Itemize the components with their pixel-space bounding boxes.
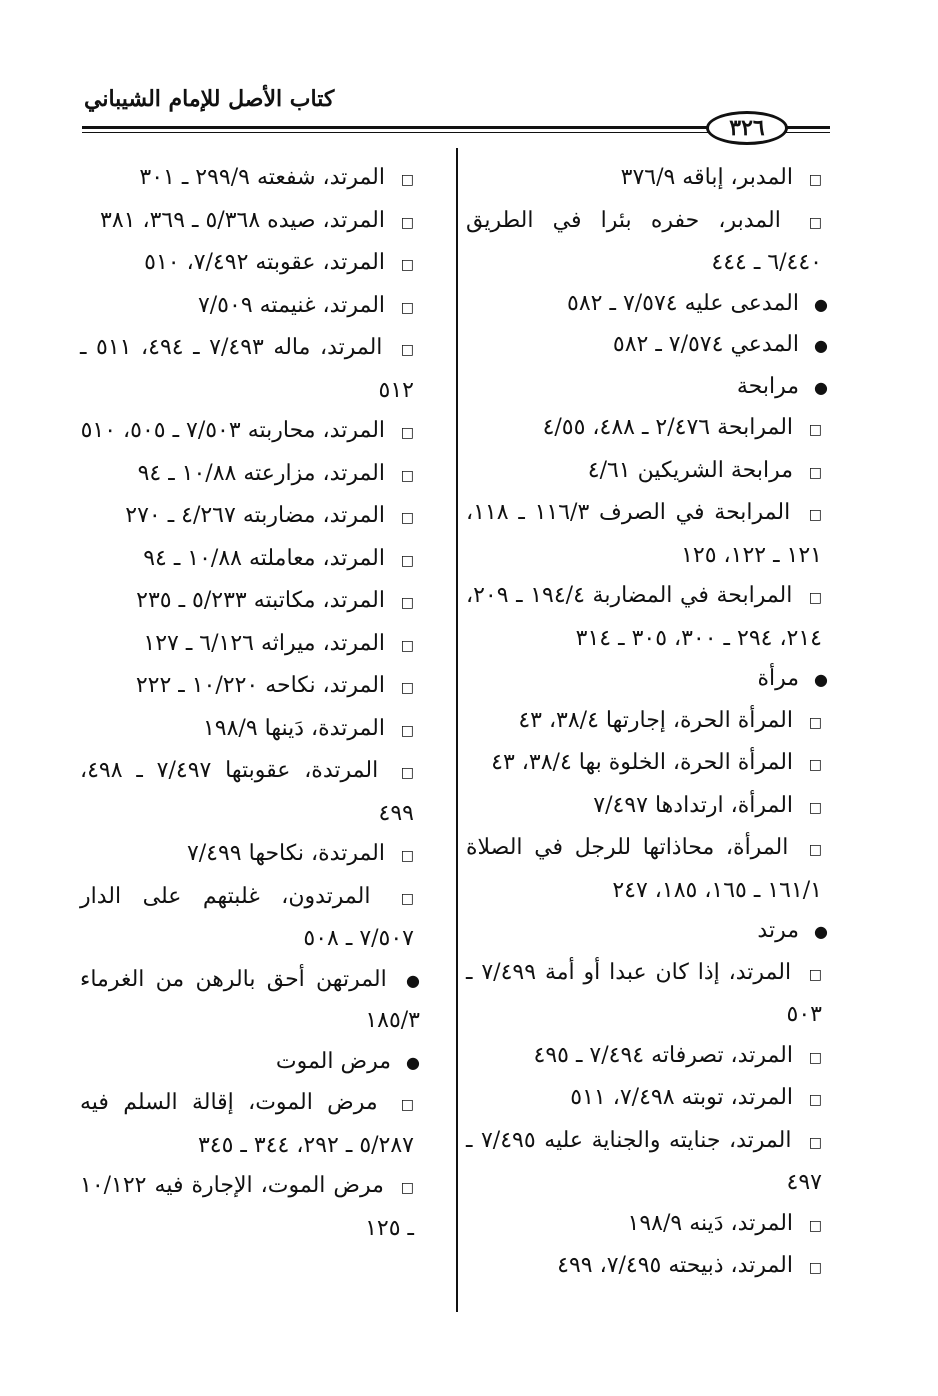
index-entry xyxy=(80,624,420,667)
bullet-square-icon: □ xyxy=(400,722,414,739)
index-entry xyxy=(80,834,420,877)
index-entry xyxy=(80,496,420,539)
index-entry xyxy=(80,539,420,582)
bullet-dot-icon: ● xyxy=(814,336,828,355)
index-entry xyxy=(80,751,420,834)
index-entry xyxy=(80,158,420,201)
bullet-square-icon: □ xyxy=(808,842,822,858)
bullet-square-icon: □ xyxy=(400,467,414,484)
index-entry xyxy=(80,201,420,244)
entry-text: المدعى عليه ٧/٥٧٤ ـ ٥٨٢ xyxy=(567,290,806,316)
entry-text: المرتد، تصرفاته ٧/٤٩٤ ـ ٤٩٥ xyxy=(533,1042,800,1068)
entry-text: المرتد، جنايته والجناية عليه ٧/٤٩٥ ـ ٤٩٧ xyxy=(466,1127,822,1195)
bullet-square-icon: □ xyxy=(808,464,822,481)
entry-text: المرتدون، غلبتهم على الدار ٧/٥٠٧ ـ ٥٠٨ xyxy=(80,883,414,951)
entry-text: المرابحة في الصرف ١١٦/٣ ـ ١١٨، ١٢١ ـ ١٢٢، ١٢٥ xyxy=(466,500,822,568)
index-entry xyxy=(80,411,420,454)
entry-text: مرتد xyxy=(757,918,806,943)
index-heading xyxy=(80,960,420,1042)
index-heading xyxy=(80,1042,420,1084)
index-entry xyxy=(466,576,828,659)
index-entry xyxy=(466,1121,828,1204)
bullet-square-icon: □ xyxy=(808,1134,822,1151)
bullet-square-icon: □ xyxy=(400,1097,414,1113)
index-entry xyxy=(80,877,420,960)
bullet-dot-icon: ● xyxy=(814,377,828,397)
entry-text: المرأة، ارتدادها ٧/٤٩٧ xyxy=(593,792,800,818)
index-entry xyxy=(80,1166,420,1249)
index-entry xyxy=(466,1204,828,1247)
index-column-right xyxy=(466,158,828,1289)
index-entry xyxy=(466,743,828,786)
index-entry xyxy=(466,953,828,1036)
index-entry xyxy=(80,666,420,709)
entry-text: المرتد، ماله ٧/٤٩٣ ـ ٤٩٤، ٥١١ ـ ٥١٢ xyxy=(80,335,414,403)
entry-text: المرتد، مكاتبته ٥/٢٣٣ ـ ٢٣٥ xyxy=(136,588,392,613)
entry-text: المرتد، معاملته ١٠/٨٨ ـ ٩٤ xyxy=(143,545,392,571)
index-entry xyxy=(80,286,420,329)
page-number-badge xyxy=(706,111,788,145)
bullet-square-icon: □ xyxy=(400,342,414,358)
index-entry xyxy=(80,1083,420,1166)
bullet-square-icon: □ xyxy=(808,714,822,731)
index-entry xyxy=(80,709,420,752)
entry-text: المدعي ٧/٥٧٤ ـ ٥٨٢ xyxy=(612,332,806,357)
bullet-square-icon: □ xyxy=(808,507,822,523)
entry-text: المرتدة، نكاحها ٧/٤٩٩ xyxy=(186,841,392,866)
bullet-square-icon: □ xyxy=(400,425,414,441)
bullet-square-icon: □ xyxy=(400,552,414,569)
bullet-square-icon: □ xyxy=(808,1049,822,1066)
index-entry xyxy=(80,581,420,624)
index-heading xyxy=(466,325,828,367)
bullet-square-icon: □ xyxy=(808,1260,822,1276)
entry-text: المرتد، محاربته ٧/٥٠٣ ـ ٥٠٥، ٥١٠ xyxy=(80,418,392,443)
bullet-square-icon: □ xyxy=(808,172,822,188)
bullet-square-icon: □ xyxy=(400,890,414,907)
bullet-square-icon: □ xyxy=(808,1217,822,1234)
entry-text: المرتد، ميراثه ٦/١٢٦ ـ ١٢٧ xyxy=(143,630,392,656)
index-entry xyxy=(466,493,828,576)
bullet-square-icon: □ xyxy=(400,510,414,526)
index-entry xyxy=(466,701,828,744)
index-entry xyxy=(80,328,420,411)
bullet-square-icon: □ xyxy=(808,799,822,816)
index-entry xyxy=(80,454,420,497)
index-entry xyxy=(466,786,828,829)
entry-text: المرتد، مضاربته ٤/٢٦٧ ـ ٢٧٠ xyxy=(125,503,392,528)
entry-text: المرتد، دَينه ١٩٨/٩ xyxy=(627,1210,800,1236)
bullet-square-icon: □ xyxy=(808,757,822,773)
bullet-square-icon: □ xyxy=(400,1180,414,1196)
index-heading xyxy=(466,284,828,326)
index-entry xyxy=(466,1078,828,1121)
entry-text: المرتد، إذا كان عبدا أو أمة ٧/٤٩٩ ـ ٥٠٣ xyxy=(466,959,822,1027)
index-entry xyxy=(466,158,828,201)
entry-text: المرتد، مزارعته ١٠/٨٨ ـ ٩٤ xyxy=(137,460,392,486)
index-heading xyxy=(466,911,828,953)
bullet-square-icon: □ xyxy=(808,1092,822,1108)
bullet-square-icon: □ xyxy=(808,966,822,983)
entry-text: المرتدة، عقوبتها ٧/٤٩٧ ـ ٤٩٨، ٤٩٩ xyxy=(80,758,414,826)
entry-text: المرأة الحرة، الخلوة بها ٣٨/٤، ٤٣ xyxy=(491,750,800,775)
index-entry xyxy=(80,243,420,286)
entry-text: المرتد، صيده ٥/٣٦٨ ـ ٣٦٩، ٣٨١ xyxy=(100,207,392,233)
entry-text: مرض الموت، الإجارة فيه ١٠/١٢٢ ـ ١٢٥ xyxy=(80,1173,414,1241)
entry-text: مرأة xyxy=(757,666,806,691)
entry-text: مرض الموت xyxy=(275,1048,398,1074)
entry-text: المرتد، عقوبته ٧/٤٩٢، ٥١٠ xyxy=(144,250,392,275)
entry-text: المرتدة، دَينها ١٩٨/٩ xyxy=(202,715,392,741)
entry-text: المرأة الحرة، إجارتها ٣٨/٤، ٤٣ xyxy=(518,707,800,733)
bullet-dot-icon: ● xyxy=(406,970,420,990)
bullet-square-icon: □ xyxy=(808,590,822,606)
entry-text: المرتد، غنيمته ٧/٥٠٩ xyxy=(197,292,392,318)
entry-text: المرتد، توبته ٧/٤٩٨، ٥١١ xyxy=(570,1085,800,1110)
entry-text: المدبر، إباقه ٣٧٦/٩ xyxy=(620,165,800,190)
entry-text: المرأة، محاذاتها للرجل في الصلاة ١٦١/١ ـ ١٦٥، ١٨٥، ٢٤٧ xyxy=(466,835,822,903)
entry-text: المرتد، شفعته ٢٩٩/٩ ـ ٣٠١ xyxy=(139,165,392,190)
index-entry xyxy=(466,408,828,451)
entry-text: المرابحة ٢/٤٧٦ ـ ٤٨٨، ٤/٥٥ xyxy=(542,415,800,440)
bullet-dot-icon: ● xyxy=(814,922,828,941)
bullet-square-icon: □ xyxy=(400,299,414,316)
bullet-square-icon: □ xyxy=(808,214,822,231)
index-heading xyxy=(466,659,828,701)
index-column-left xyxy=(80,158,420,1249)
entry-text: مرابحة الشريكين ٤/٦١ xyxy=(587,457,800,483)
bullet-square-icon: □ xyxy=(400,637,414,654)
entry-text: المرتد، نكاحه ١٠/٢٢٠ ـ ٢٢٢ xyxy=(135,673,392,698)
page-number: ٣٢٦ xyxy=(729,115,765,141)
index-entry xyxy=(466,828,828,911)
bullet-square-icon: □ xyxy=(400,765,414,781)
entry-text: مرض الموت، إقالة السلم فيه ٥/٢٨٧ ـ ٢٩٢، ٣٤٤ ـ ٣٤٥ xyxy=(80,1090,414,1158)
bullet-square-icon: □ xyxy=(400,848,414,864)
index-entry xyxy=(466,201,828,284)
column-divider xyxy=(456,148,458,1312)
bullet-square-icon: □ xyxy=(400,172,414,188)
bullet-square-icon: □ xyxy=(400,680,414,696)
entry-text: المرتد، ذبيحته ٧/٤٩٥، ٤٩٩ xyxy=(557,1253,800,1278)
bullet-dot-icon: ● xyxy=(814,670,828,689)
entry-text: المرتهن أحق بالرهن من الغرماء ١٨٥/٣ xyxy=(80,966,420,1033)
index-entry xyxy=(466,1246,828,1289)
index-entry xyxy=(466,451,828,494)
bullet-dot-icon: ● xyxy=(814,294,828,314)
entry-text: مرابحة xyxy=(736,373,806,399)
index-heading xyxy=(466,367,828,409)
book-title: كتاب الأصل للإمام الشيباني xyxy=(84,86,335,112)
bullet-square-icon: □ xyxy=(400,257,414,273)
bullet-square-icon: □ xyxy=(400,595,414,611)
index-entry xyxy=(466,1036,828,1079)
bullet-dot-icon: ● xyxy=(406,1052,420,1072)
entry-text: المدبر، حفره بئرا في الطريق ٦/٤٤٠ ـ ٤٤٤ xyxy=(466,207,822,275)
bullet-square-icon: □ xyxy=(400,214,414,231)
entry-text: المرابحة في المضاربة ١٩٤/٤ ـ ٢٠٩، ٢١٤، ٢٩٤ ـ ٣٠٠، ٣٠٥ ـ ٣١٤ xyxy=(466,583,822,651)
bullet-square-icon: □ xyxy=(808,422,822,438)
